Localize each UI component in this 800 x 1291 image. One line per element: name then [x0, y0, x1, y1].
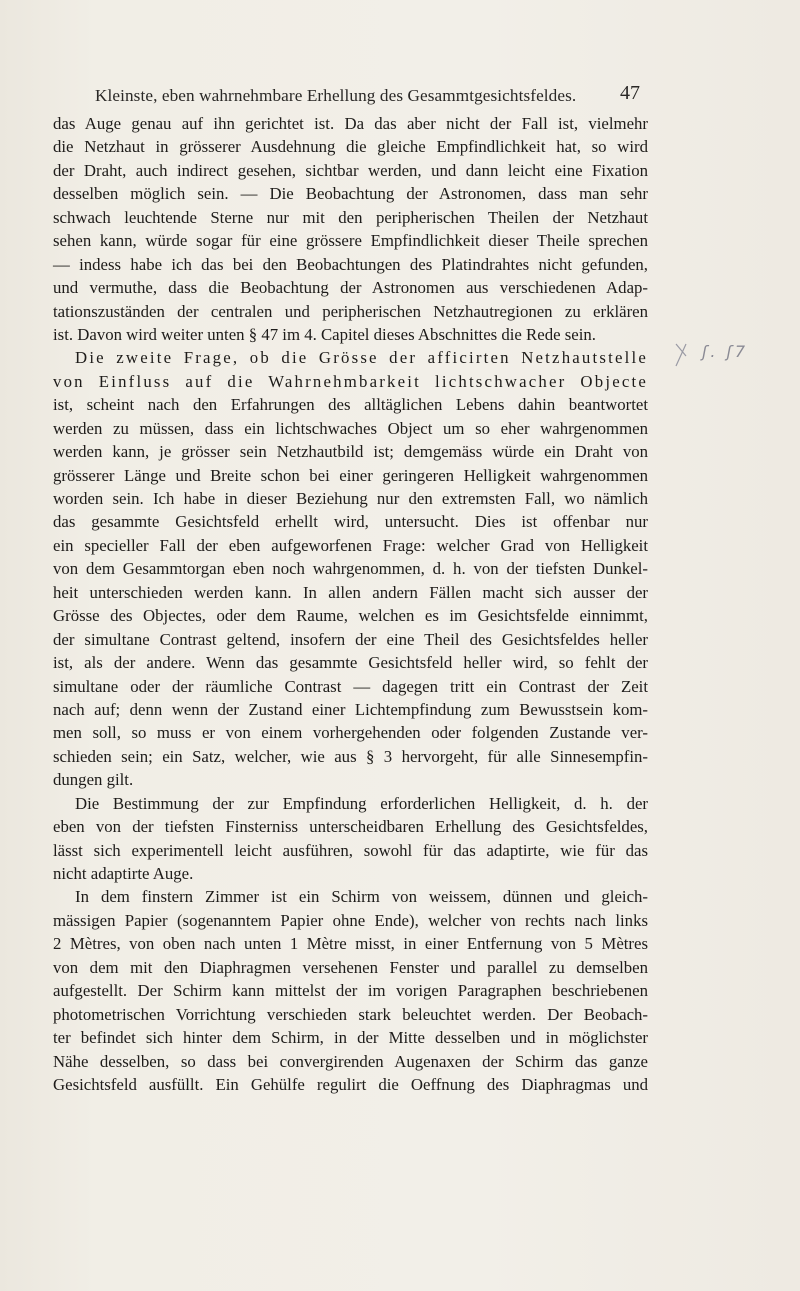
- text-line: Nähe desselben, so dass bei convergirenden Augenaxen der Schirm das ganze: [53, 1051, 648, 1071]
- text-line: lässt sich experimentell leicht ausführen, sowohl für das adaptirte, wie für das: [53, 840, 648, 860]
- text-line: von dem Gesammtorgan eben noch wahrgenommen, d. h. von der tiefsten Dunkel-: [53, 559, 648, 579]
- text-line: ein specieller Fall der eben aufgeworfenen Frage: welcher Grad von Helligkeit: [53, 535, 648, 555]
- text-line: schieden sein; ein Satz, welcher, wie aus § 3 hervorgeht, für alle Sinnesempfin-: [53, 746, 648, 766]
- text-line: Die Bestimmung der zur Empfindung erforderlichen Helligkeit, d. h. der: [75, 793, 648, 813]
- text-line: von Einfluss auf die Wahrnehmbarkeit lichtschwacher Objecte: [53, 371, 648, 391]
- text-line: sehen kann, würde sogar für eine grössere Empfindlichkeit dieser Theile sprechen: [53, 231, 648, 251]
- text-line: heit unterschieden werden kann. In allen andern Fällen macht sich ausser der: [53, 582, 648, 602]
- text-line: der Draht, auch indirect gesehen, sichtbar werden, und dann leicht eine Fixation: [53, 160, 648, 180]
- body-text: [53, 112, 648, 1096]
- text-line: ist, als der andere. Wenn das gesammte Gesichtsfeld heller wird, so fehlt der: [53, 653, 648, 673]
- text-line: simultane oder der räumliche Contrast — dagegen tritt ein Contrast der Zeit: [53, 676, 648, 696]
- text-line: grösserer Länge und Breite schon bei einer geringeren Helligkeit wahrgenommen: [53, 465, 648, 485]
- running-head: [95, 82, 640, 112]
- text-line: Die zweite Frage, ob die Grösse der afficirten Netzhautstelle: [75, 348, 648, 368]
- text-line: dungen gilt.: [53, 770, 134, 790]
- text-line: aufgestellt. Der Schirm kann mittelst der im vorigen Paragraphen beschriebenen: [53, 981, 648, 1001]
- text-line: ist. Davon wird weiter unten § 47 im 4. Capitel dieses Abschnittes die Rede sein.: [53, 324, 596, 344]
- text-line: das gesammte Gesichtsfeld erhellt wird, untersucht. Dies ist offenbar nur: [53, 512, 648, 532]
- text-line: nach auf; denn wenn der Zustand einer Lichtempfindung zum Bewusstsein kom-: [53, 699, 648, 719]
- text-line: werden zu müssen, dass ein lichtschwaches Object um so eher wahrgenommen: [53, 418, 648, 438]
- text-line: photometrischen Vorrichtung verschieden stark beleuchtet werden. Der Beobach-: [53, 1004, 648, 1024]
- text-line: die Netzhaut in grösserer Ausdehnung die gleiche Empfindlichkeit hat, so wird: [53, 137, 648, 157]
- text-line: 2 Mètres, von oben nach unten 1 Mètre misst, in einer Entfernung von 5 Mètres: [53, 934, 648, 954]
- text-line: nicht adaptirte Auge.: [53, 864, 194, 883]
- text-line: von dem mit den Diaphragmen versehenen Fenster und parallel zu demselben: [53, 957, 648, 977]
- text-line: men soll, so muss er von einem vorhergehenden oder folgenden Zustande ver-: [53, 723, 648, 743]
- text-line: ter befindet sich hinter dem Schirm, in der Mitte desselben und in möglichster: [53, 1028, 648, 1048]
- text-line: mässigen Papier (sogenanntem Papier ohne Ende), welcher von rechts nach links: [53, 910, 648, 930]
- text-line: desselben möglich sein. — Die Beobachtung der Astronomen, dass man sehr: [53, 184, 648, 204]
- text-line: der simultane Contrast geltend, insofern der eine Theil des Gesichtsfeldes heller: [53, 629, 648, 649]
- page-number: 47: [620, 82, 640, 104]
- text-line: eben von der tiefsten Finsterniss unterscheidbaren Erhellung des Gesichtsfeldes,: [53, 817, 648, 837]
- text-line: Grösse des Objectes, oder dem Raume, welchen es im Gesichtsfelde einnimmt,: [53, 606, 648, 626]
- text-line: ist, scheint nach den Erfahrungen des alltäglichen Lebens dahin beantwortet: [53, 395, 648, 415]
- text-line: schwach leuchtende Sterne nur mit den peripherischen Theilen der Netzhaut: [53, 207, 648, 227]
- text-line: In dem finstern Zimmer ist ein Schirm von weissem, dünnen und gleich-: [75, 887, 648, 907]
- text-line: werden kann, je grösser sein Netzhautbild ist; demgemäss würde ein Draht von: [53, 442, 648, 462]
- pencil-mark-icon: [672, 340, 702, 370]
- margin-annotation: [672, 340, 782, 370]
- text-line: worden sein. Ich habe in dieser Beziehung nur den extremsten Fall, wo nämlich: [53, 489, 648, 508]
- text-line: tationszuständen der centralen und peripherischen Netzhautregionen zu erklären: [53, 301, 648, 321]
- running-title: Kleinste, eben wahrnehmbare Erhellung des Gesammtgesichtsfeldes.: [95, 86, 577, 105]
- text-line: Gesichtsfeld ausfüllt. Ein Gehülfe regulirt die Oeffnung des Diaphragmas und: [53, 1074, 648, 1094]
- margin-annotation-text: ʃ. ʃ7: [702, 342, 749, 361]
- text-line: und vermuthe, dass die Beobachtung der Astronomen aus verschiedenen Adap-: [53, 278, 648, 298]
- text-line: das Auge genau auf ihn gerichtet ist. Da das aber nicht der Fall ist, vielmehr: [53, 114, 648, 133]
- text-line: — indess habe ich das bei den Beobachtungen des Platindrahtes nicht gefunden,: [53, 254, 648, 274]
